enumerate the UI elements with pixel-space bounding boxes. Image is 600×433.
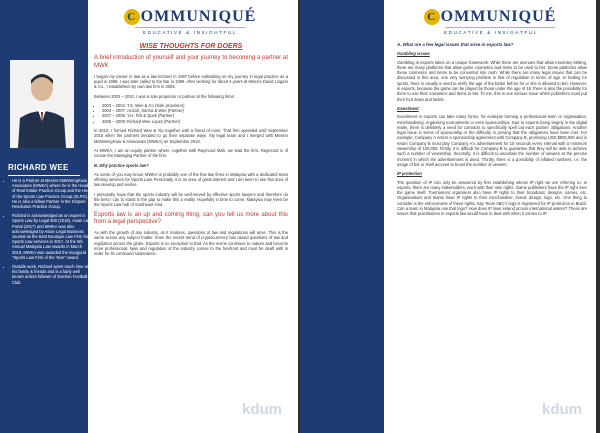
- firm-list: [94, 103, 288, 124]
- right-page: [300, 0, 600, 433]
- paragraph: Investment in esports can take many forms, for example forming a professional team or organisation, merchandising, organising tournaments or even sponsorships. Due to esports being largely in the digital realm, there is definitely a need for contracts to specifically spell out each parties' obligations. Another legal issue in terms of sponsorship is the difficulty in proving that the obligations have been met. For example, Company A enters a sponsorship agreement with Company B, promising USD $500,000 and in return Company B must play Company A's advertisement for 10 seconds every interval with a minimum viewership of 100,000. Firstly, it is difficult for Company B to guarantee that they will be able to achieve such a number of viewership. Secondly, it is difficult to ascertain the number of viewers at the precise moment in which the advertisement is aired. Thirdly, there is a possibility of inflated numbers, i.e. the usage of bot or shell account to boost the number of viewers.: [397, 114, 587, 167]
- list-item: • 2004 – 2007: Azizah, Sarina & Wee (Partner): [102, 108, 288, 113]
- logo-rule: [445, 27, 555, 28]
- question-heading: A. What are a few legal issues that arise in esports law?: [397, 42, 514, 47]
- paragraph: I personally hope that the sports industry will be well-served by effective sports lawyers and therefore do the best I can to stand in the gap to make this a reality. Hopefully in time to come, Malaysia may even be the Sports Law hub of Southeast Asia.: [94, 191, 288, 208]
- logo-c-mark: C: [124, 9, 140, 25]
- paragraph: The question of IP can only be answered by first establishing whose IP right we are referring to. In esports, there are many stakeholders, each with their own rights. Game publishers have the IP right over the game itself. Tournament organisers also have IP rights to their broadcast, designs, names, etc. Organisations and teams have IP rights to their merchandise, brand, design, logo, etc. One thing to consider is the enforcement of these rights. Say Team ABC's logo is registered for IP protection in Brazil. Can a team in Malaysia use that logo? How does IP laws extend across international waters? These are issues that practitioners in esports law would have to deal with when it comes to IP.: [397, 179, 587, 217]
- logo-c-mark: C: [424, 9, 440, 25]
- logo-wordmark: OMMUNIQUÉ: [440, 8, 557, 25]
- question-heading: A brief introduction of yourself and your journey to becoming a partner at MWK: [94, 55, 288, 69]
- kdum-watermark: [542, 399, 586, 421]
- paragraph: Between 2003 – 2010, I was a sole proprietor or partner at the following firms:: [94, 93, 235, 99]
- question-subheading: B. Why practice sports law?: [94, 162, 149, 168]
- question-heading: Esports law is an up and coming thing, can you tell us more about this from a legal perspective?: [94, 211, 288, 225]
- paragraph: At MWKA, I am an equity partner where, together with Raymond Mah, we lead the firm. Raymond is of course the Managing Partner of the firm.: [94, 147, 288, 159]
- profile-bullet: • Outside work, Richard spent much time with his family & friends and is a fairly well known ardent follower of Everton Football Club.: [12, 264, 92, 285]
- section-heading: IP protection: [397, 171, 422, 177]
- watermark-text: kdum: [242, 401, 283, 418]
- logo-tagline: EDUCATIVE & INSIGHTFUL: [142, 30, 238, 35]
- profile-name: RICHARD WEE: [8, 163, 69, 172]
- paragraph: As some of you may know, MWKA is probably one of the few law firms in Malaysia with a dedicated team offering services for Sports Law. Personally, it is an area of great interest and I am keen to see this area of law develop and evolve.: [94, 171, 288, 188]
- paragraph: Gambling in esports takes on a unique framework. While there are avenues that allow monetary betting, there are many platforms that allow game cosmetics and items to be used to bet. Some platforms allow these cosmetics and items to be converted into cash. While there are many legal issues that can be discussed in this area, one very worrying problem is that of regulation in terms of age. In betting for sports, there is usually a need to verify the age of the bettor before he or she is allowed to bet. However, in esports, because the game can be played by those under the age of 18, there is also the possibility for them to use their cosmetics and items to bet. To me, this is one serious issue which publishers must put their foot down and tackle.: [397, 59, 587, 102]
- paragraph: As with the growth of any industry, as it matures, questions of law and regulations will arise. This is the same across any subject matter. Even the recent trend of cryptocurrency has raised questions of law and regulation across the globe. Esports is no exception to that. As the scene continues to mature and become more professional, laws and regulation of the industry comes to the forefront and must be dealt with in order for its continued sustenance.: [94, 230, 288, 257]
- article-column: [397, 42, 587, 221]
- list-item: • 2008 – 2009: Richard Wee Lopez (Partner): [102, 119, 288, 124]
- logo-wordmark: OMMUNIQUÉ: [140, 8, 257, 25]
- paragraph: In 2010, I formed Richard Wee & Yip together with a friend of mine. That firm operated until September 2016 when the partners decided to go their separate ways. My legal team and I merged with Messrs MahWengKwai & Associates (MWKA) on September 2016.: [94, 128, 288, 144]
- article-column: [94, 44, 288, 261]
- logo-rule: [135, 27, 245, 28]
- blue-sidebar: [300, 0, 384, 433]
- communique-logo-right: [320, 8, 580, 38]
- watermark-text: kdum: [542, 401, 583, 418]
- page-edge-shadow: [596, 0, 600, 433]
- profile-bullet: • He is a Partner at Messrs MahWengKwai & Associates (MWKA) where he is the Head of Real Estate Practice Group and the Head of the Sports Law Practice Group (SLPG). He is also a fellow Partner in the Dispute Resolution Practice Group.: [12, 178, 92, 209]
- article-title: WISE THOUGHTS FOR DOERS: [139, 43, 243, 50]
- section-heading: Investment: [397, 105, 419, 111]
- portrait-photo: [10, 60, 74, 148]
- paragraph: I began my career in law as a law lecturer in 1997 before embarking on my journey in legal practice as a pupil in 1998. I was later called to the Bar in 1999. After working for about 4 years at Messrs David Lingam & Co., I established my own law firm in 2003.: [94, 73, 288, 90]
- communique-logo: [100, 8, 280, 38]
- section-heading: Gambling issues: [397, 51, 430, 57]
- profile-sidebar: [0, 0, 92, 433]
- list-item: • 2007 – 2008: Y.H. Teh & Quek (Partner): [102, 113, 288, 118]
- list-item: • 2003 – 2004: T.S. Wee & Co (Sole proprietor): [102, 103, 288, 108]
- profile-bullets: [4, 178, 92, 289]
- name-divider: [8, 175, 80, 176]
- logo-tagline: EDUCATIVE & INSIGHTFUL: [443, 30, 539, 35]
- kdum-watermark: [242, 399, 286, 421]
- profile-bullet: • Richard is acknowledged as an expert in Sports Law by Legal 500 (2018), Asian Law Portal (2017) and MWKA was also acknowledged by Asian Legal Business Journal as the Best Boutique Law Firm for Sports Law services in 2017. At the 5th Annual Malaysia Law Awards in March 2018, MWKA was awarded the inaugural "Sports Law Firm of the Year" Award.: [12, 213, 92, 260]
